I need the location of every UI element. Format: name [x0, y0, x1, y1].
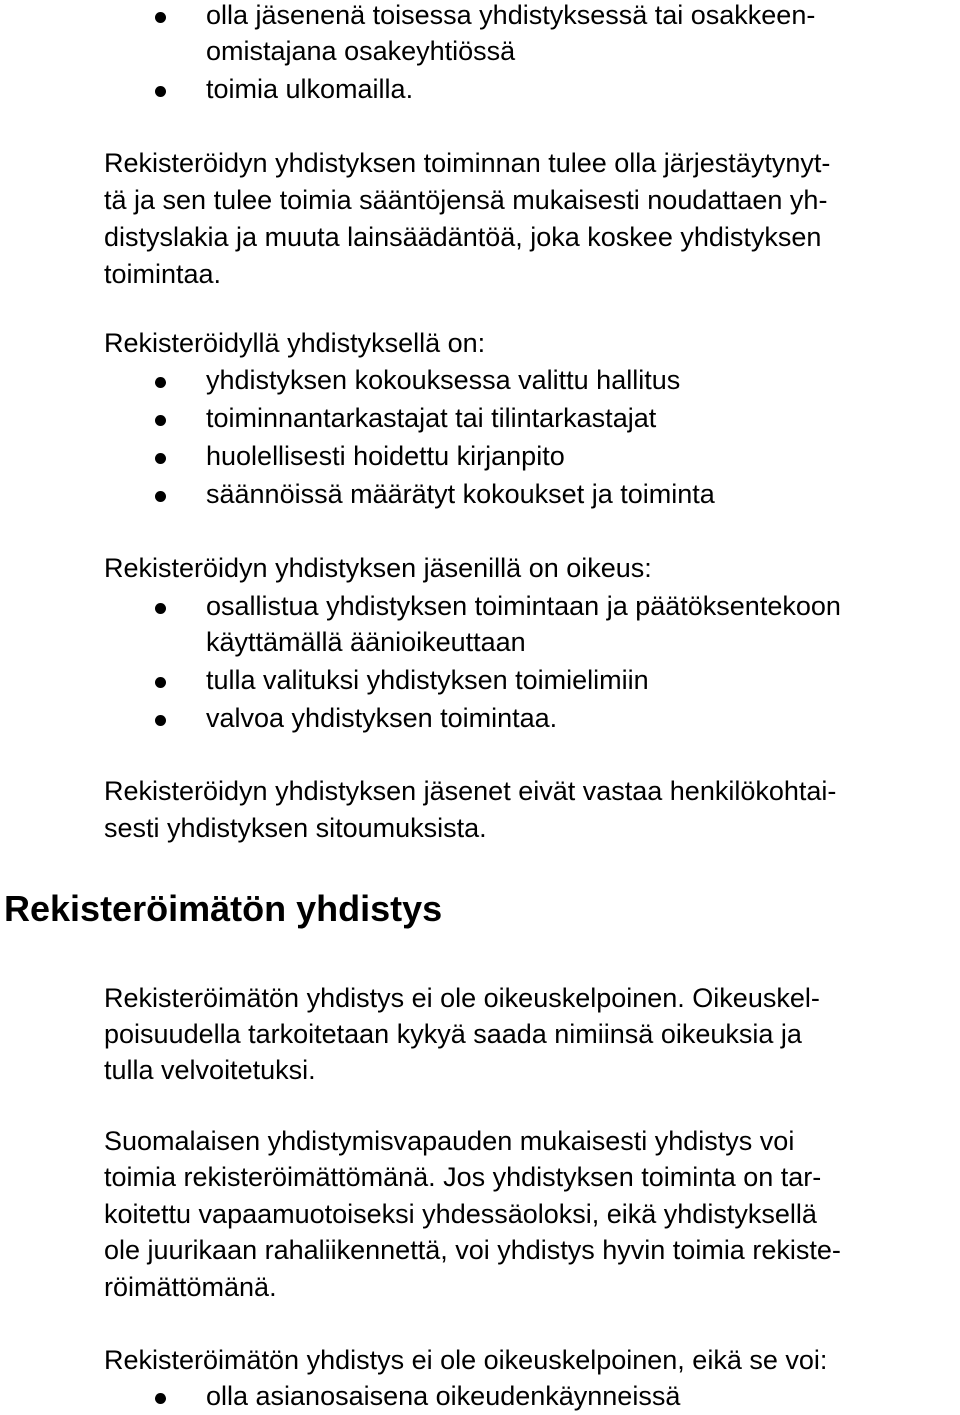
list-intro: Rekisteröimätön yhdistys ei ole oikeuskelpoinen, eikä se voi:: [104, 1345, 828, 1375]
list-item: säännöissä määrätyt kokoukset ja toiminta: [206, 479, 715, 509]
paragraph-line: tulla velvoitetuksi.: [104, 1055, 316, 1085]
paragraph-line: tä ja sen tulee toimia sääntöjensä mukaisesti noudattaen yh-: [104, 185, 828, 215]
bullet-icon: [155, 677, 166, 688]
paragraph-line: Rekisteröidyn yhdistyksen toiminnan tulee olla järjestäytynyt-: [104, 148, 831, 178]
list-item-line: tulla valituksi yhdistyksen toimielimiin: [206, 665, 649, 695]
list-item-line: osallistua yhdistyksen toimintaan ja päätöksentekoon: [206, 591, 841, 621]
paragraph-line: toimia rekisteröimättömänä. Jos yhdistyksen toiminta on tar-: [104, 1162, 822, 1192]
bullet-icon: [155, 415, 166, 426]
bullet-icon: [155, 377, 166, 388]
paragraph-line: poisuudella tarkoitetaan kykyä saada nimiinsä oikeuksia ja: [104, 1019, 802, 1049]
paragraph-line: Suomalaisen yhdistymisvapauden mukaisesti yhdistys voi: [104, 1126, 795, 1156]
list-item-line: olla jäsenenä toisessa yhdistyksessä tai osakkeen-: [206, 0, 816, 30]
paragraph-line: Rekisteröimätön yhdistys ei ole oikeuskelpoinen. Oikeuskel-: [104, 983, 820, 1013]
bullet-icon: [155, 1393, 166, 1404]
list-item-line: omistajana osakeyhtiössä: [206, 36, 516, 66]
list-item: olla asianosaisena oikeudenkäynneissä: [206, 1381, 681, 1411]
bullet-icon: [155, 715, 166, 726]
paragraph-line: Rekisteröidyn yhdistyksen jäsenet eivät vastaa henkilökohtai-: [104, 776, 837, 806]
list-item: yhdistyksen kokouksessa valittu hallitus: [206, 365, 681, 395]
bullet-icon: [155, 12, 166, 23]
bullet-icon: [155, 491, 166, 502]
bullet-icon: [155, 603, 166, 614]
list-item-line: valvoa yhdistyksen toimintaa.: [206, 703, 558, 733]
list-item-line: toimia ulkomailla.: [206, 74, 414, 104]
paragraph-line: distyslakia ja muuta lainsäädäntöä, joka koskee yhdistyksen: [104, 222, 822, 252]
list-intro: Rekisteröidyllä yhdistyksellä on:: [104, 328, 486, 358]
list-intro: Rekisteröidyn yhdistyksen jäsenillä on oikeus:: [104, 553, 652, 583]
list-item: huolellisesti hoidettu kirjanpito: [206, 441, 565, 471]
paragraph-line: toimintaa.: [104, 259, 222, 289]
paragraph-line: sesti yhdistyksen sitoumuksista.: [104, 813, 487, 843]
list-item: toiminnantarkastajat tai tilintarkastajat: [206, 403, 657, 433]
section-heading: Rekisteröimätön yhdistys: [4, 888, 443, 929]
paragraph-line: ole juurikaan rahaliikennettä, voi yhdistys hyvin toimia rekiste-: [104, 1235, 841, 1265]
bullet-icon: [155, 453, 166, 464]
paragraph-line: röimättömänä.: [104, 1272, 277, 1302]
paragraph-line: koitettu vapaamuotoiseksi yhdessäoloksi, eikä yhdistyksellä: [104, 1199, 817, 1229]
bullet-icon: [155, 86, 166, 97]
list-item-line: käyttämällä äänioikeuttaan: [206, 627, 526, 657]
